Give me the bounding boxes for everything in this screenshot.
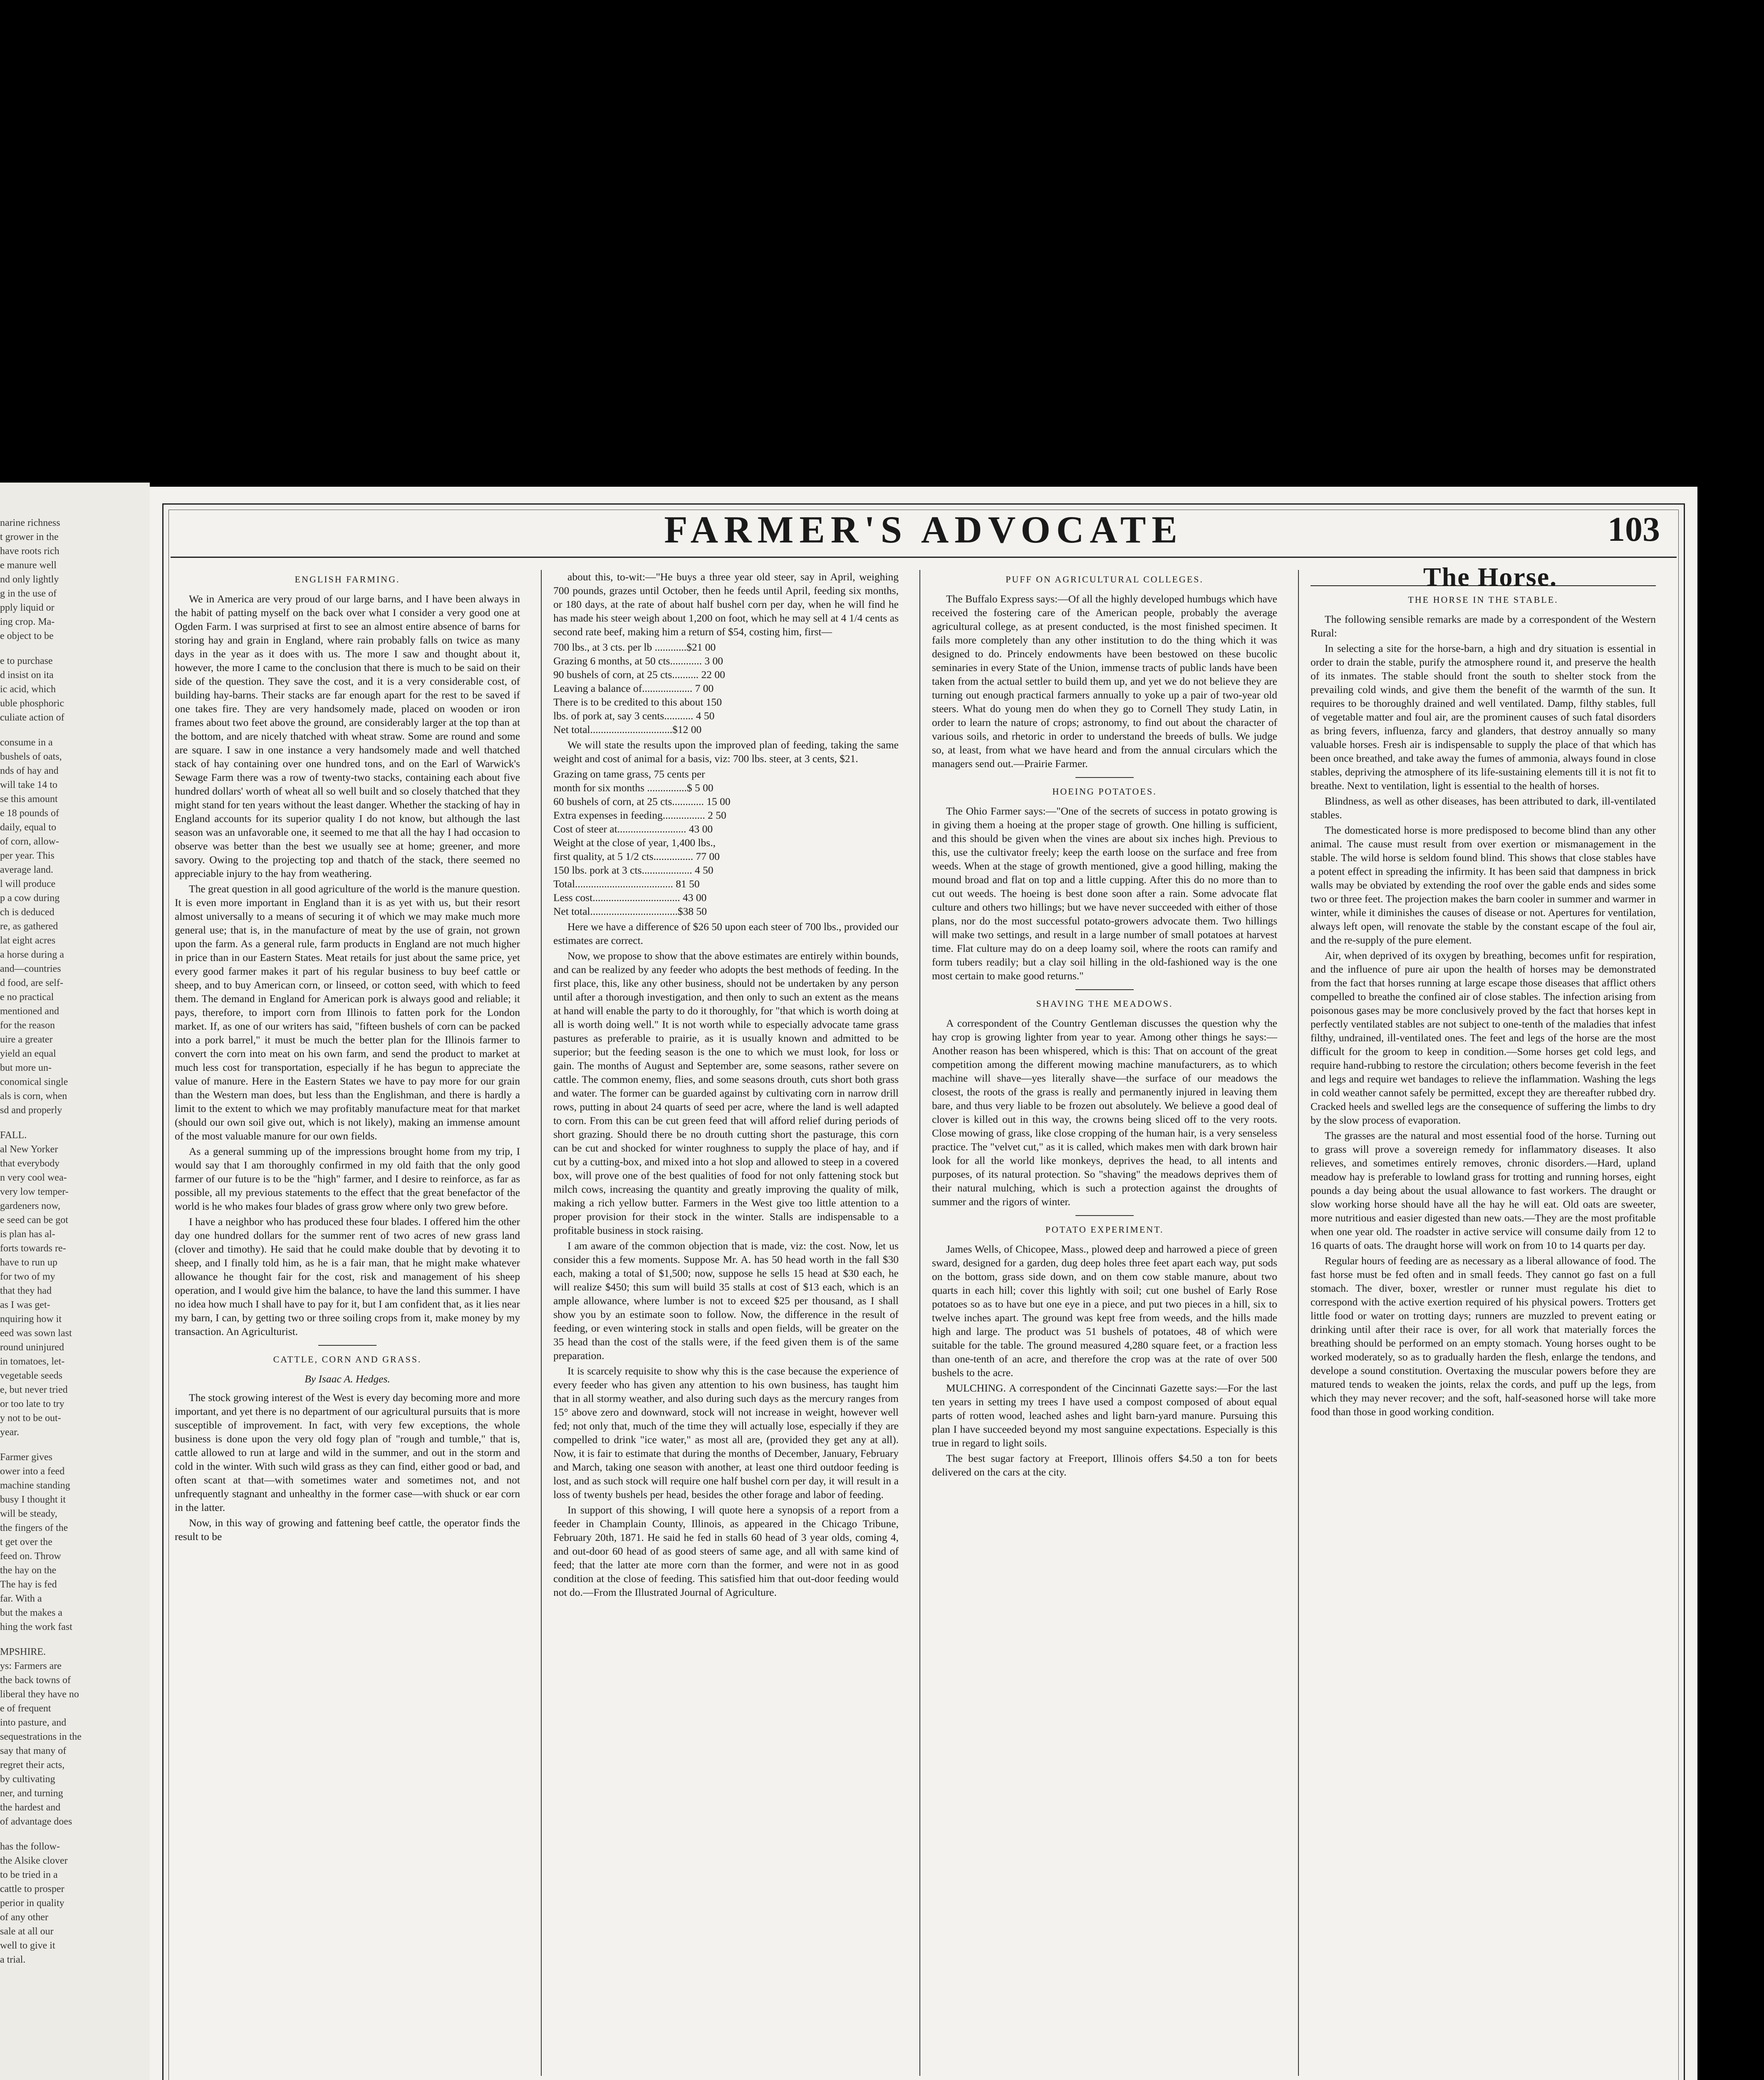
article-paragraph: Now, in this way of growing and fattening beef cattle, the operator finds the result to be	[175, 1517, 520, 1543]
table-line: There is to be credited to this about 150	[553, 696, 722, 708]
article-heading: HOEING POTATOES.	[1052, 786, 1157, 797]
table-line: month for six months ...............$ 5 00	[553, 782, 714, 794]
cost-table-1	[553, 640, 899, 736]
article-paragraph: A correspondent of the Country Gentleman discusses the question why the hay crop is growing lighter from year to year. Among other things he says:—Another reason has been whispered, which is this: That on account of the great competition among the different mowing machine manufacturers, as to which machine will shave—yes literally shave—the surface of our meadows the closest, the roots of the grass is really and permanently injured in leaving them bare, and thus very liable to be frozen out absolutely. We believe a good deal of clover is killed out in this way, the crowns being sliced off to the very roots. Close mowing of grass, like close cropping of the human hair, is a very senseless practice. The "velvet cut," as it is called, which makes men with dark brown hair look for all the world like monkeys, deprives the head, to all intents and purposes, of its natural protection. So "shaving" the meadows deprives them of their natural mulching, which is such a protection against the droughts of summer and the rigors of winter.	[932, 1017, 1277, 1208]
page-number: 103	[1608, 510, 1660, 549]
article-paragraph: As a general summing up of the impressions brought home from my trip, I would say that I am thoroughly confirmed in my old faith that the only good farmer of our future is to be the "high" farmer, and I desire to reinforce, as far as possible, all my previous statements to the effect that the great benefactor of the world is he who makes four blades of grass grow where only two grew before.	[175, 1145, 520, 1212]
article-paragraph: Regular hours of feeding are as necessary as a liberal allowance of food. The fast horse must be fed often and in small feeds. They cannot go fast on a full stomach. The diver, boxer, wrestler or runner must regulate his diet to correspond with the active exertion required of his physical powers. Trotters get little food or water on trotting days; runners are muzzled to prevent eating or drinking until after their race is over, for all work that materially forces the breathing should be performed on an empty stomach. Young horses ought to be worked moderately, so as to gradually harden the flesh, enlarge the tendons, and develope a sound constitution. Overtaxing the muscular powers before they are matured tends to weaken the joints, relax the cords, and puff up the legs, from which they may never recover; and the soft, half-seasoned horse will take more food than those in good working condition.	[1311, 1255, 1656, 1418]
article-paragraph: Air, when deprived of its oxygen by breathing, becomes unfit for respiration, and the influence of pure air upon the health of horses may be demonstrated from the fact that horses running at large escape those diseases that afflict others compelled to breathe the confined air of close stables. The infection arising from poisonous gases may be more conclusively proved by the fact that horses kept in perfectly ventilated stables are not subject to one-tenth of the maladies that infest filthy, undrained, ill-ventilated ones. The feet and legs of the horse are the most difficult for the groom to keep in condition.—Some horses get cold legs, and require hand-rubbing to restore the circulation; others become feverish in the feet and legs and require wet bandages to relieve the inflammation. Washing the legs in cold weather cannot safely be permitted, except they are thereafter rubbed dry. Cracked heels and swelled legs are the consequence of suffering the limbs to dry by the slow process of evaporation.	[1311, 949, 1656, 1126]
table-line: 90 bushels of corn, at 25 cts.......... 22 00	[553, 669, 725, 681]
article-paragraph: I have a neighbor who has produced these four blades. I offered him the other day one hundred dollars for the summer rent of two acres of new grass land (clover and timothy). He said that he could make double that by devoting it to sheep, and I finally told him, as he is a fair man, that he might make whatever allowance he thought fair for the cost, risk and management of his sheep operation, and I would give him the balance, to have the land this summer. I have no idea how much I shall have to pay for it, but I am confident that, as it lies near my barn, I can, by getting two or three soiling crops from it, make money by my transaction. An Agriculturist.	[175, 1216, 520, 1337]
table-line: first quality, at 5 1/2 cts............... 77 00	[553, 850, 720, 862]
previous-page-text: has the follow- the Alsike clover to be tried in a cattle to prosper perior in quality of any other sale at all our well to give it a trial.	[0, 1841, 68, 1965]
article-heading: ENGLISH FARMING.	[295, 574, 400, 584]
section-rule	[1075, 989, 1134, 990]
section-rule	[1075, 777, 1134, 778]
table-line: Weight at the close of year, 1,400 lbs.,	[553, 837, 716, 849]
column-4	[1311, 562, 1656, 1420]
previous-page-text: narine richness t grower in the have roots rich e manure well nd only lightly g in the use of pply liquid or ing crop. Ma- e object to be	[0, 518, 60, 641]
previous-page-text: consume in a bushels of oats, nds of hay and will take 14 to se this amount e 18 pounds of daily, equal to of corn, allow- per year. This average land. l will produce p a cow during ch is deduced re, as gathered lat eight acres a horse during a and—countries d food, are self- e no practical mentioned and for the reason uire a greater yield an equal but more un- conomical single als is corn, when sd and properly	[0, 737, 68, 1116]
article-paragraph: The following sensible remarks are made by a correspondent of the Western Rural:	[1311, 613, 1656, 639]
previous-page-text: e to purchase d insist on ita ic acid, which uble phosphoric culiate action of	[0, 656, 64, 723]
previous-page-column	[0, 516, 133, 1978]
masthead-rule	[171, 557, 1677, 558]
previous-page-text: Farmer gives ower into a feed machine standing busy I thought it will be steady, the fingers of the t get over the feed on. Throw the hay on the The hay is fed far. With a but the makes a hing the work fast	[0, 1452, 72, 1632]
table-line: 150 lbs. pork at 3 cts................... 4 50	[553, 864, 714, 876]
table-line: Leaving a balance of................... 7 00	[553, 682, 714, 694]
article-paragraph: The stock growing interest of the West is every day becoming more and more important, and yet there is no department of our agricultural pursuits that is more susceptible of improvement. In fact, with very few exceptions, the whole business is done upon the very old fogy plan of "rough and tumble," that is, cattle allowed to run at large and wild in the summer, and out in the storm and cold in the winter. With such wild grass as they can find, either good or bad, and often scant at that—with sometimes water and sometimes not, and not unfrequently stagnant and unhealthy in the former case—with shuck or ear corn in the latter.	[175, 1392, 520, 1513]
article-byline: By Isaac A. Hedges.	[305, 1373, 390, 1385]
article-heading: SHAVING THE MEADOWS.	[1036, 998, 1173, 1009]
article-paragraph: The domesticated horse is more predisposed to become blind than any other animal. The cause must result from over exertion or mismanagement in the stable. The wild horse is seldom found blind. This shows that close stables have a potent effect in spreading the infirmity. It has been said that dampness in brick walls may be obviated by extending the roof over the gable ends and sides some two or three feet. The projection makes the barn cooler in summer and warmer in winter, while it diminishes the causes of disease or not. Apertures for ventilation, always left open, will renovate the stable by the constant escape of the foul air, and the re-supply of the pure element.	[1311, 824, 1656, 946]
cost-table-2	[553, 767, 899, 918]
article-paragraph: The best sugar factory at Freeport, Illinois offers $4.50 a ton for beets delivered on the cars at the city.	[932, 1452, 1277, 1478]
article-paragraph: It is scarcely requisite to show why this is the case because the experience of every feeder who has given any attention to his own business, has taught him that in all stormy weather, and also during such days as the mercury ranges from 15° above zero and downward, stock will not increase in weight, however well fed; not only that, much of the time they will actually lose, especially if they are compelled to drink "ice water," as most all are, (provided they get any at all). Now, it is fair to estimate that during the months of December, January, February and March, taking one season with another, at least one third outdoor feeding is lost, and as such stock will require one half bushel corn per day, it will result in a loss of twenty bushels per head, besides the other forage and labor of feeding.	[553, 1365, 899, 1501]
table-line: Less cost................................. 43 00	[553, 891, 707, 904]
table-line: lbs. of pork at, say 3 cents........... 4 50	[553, 710, 715, 722]
article-paragraph: I am aware of the common objection that is made, viz: the cost. Now, let us consider this a few moments. Suppose Mr. A. has 50 head worth in the fall $30 each, making a total of $1,500; now, suppose he sells 15 head at $30 each, he will realize $450; this sum will build 35 stalls at cost of $13 each, which is an ample allowance, where lumber is not to exceed $25 per thousand, as I shall show you by an estimate soon to follow. Now, the difference in the result of feeding, or even wintering stock in stalls and open fields, will be greater on the 35 head than the cost of the stalls were, if the feed given them is of the same preparation.	[553, 1240, 899, 1362]
article-paragraph: The Buffalo Express says:—Of all the highly developed humbugs which have received the fostering care of the American people, probably the average agricultural college, as at present conducted, is the most finished specimen. It fails more completely than any other institution to do the thing which it was designed to do. Princely endowments have been bestowed on these bucolic seminaries in every State of the Union, immense tracts of public lands have been taken from the actual settler to build them up, and yet we do not believe they are turning out enough practical farmers annually to yoke up a pair of two-year old steers. What do young men do when they go to Cornell They study Latin, in order to learn the nature of crops; astronomy, to find out about the character of various soils, and rhetoric in order to understand the breeds of bulls. We judge so, at least, from what we have heard and from the annual circulars which the managers send out.—Prairie Farmer.	[932, 593, 1277, 770]
table-line: Cost of steer at.......................... 43 00	[553, 823, 713, 835]
article-heading: PUFF ON AGRICULTURAL COLLEGES.	[1006, 574, 1204, 584]
section-title: The Horse.	[1423, 562, 1558, 592]
section-rule	[1075, 1215, 1134, 1216]
newspaper-page	[150, 487, 1697, 2080]
article-paragraph: The great question in all good agriculture of the world is the manure question. It is even more important in England than it is as yet with us, but their resort almost universally to a means of securing it of which we may make much more general use; that is, in the manufacture of meat by the use of grain, not grown upon the farm. As a general rule, farm products in England are not much higher in price than in our Eastern States. Meat retails for just about the same price, yet every good farmer makes it part of his regular business to buy beef cattle or sheep, and to buy American corn, or linseed, or cotton seed, with which to feed them. The demand in England for American pork is always good and reliable; it pays, therefore, to import corn from Illinois to fatten pork for the London market. If, as one of our writers has said, "fifteen bushels of corn can be packed into a pork barrel," it must be much the better plan for the Illinois farmer to convert the corn into meat on his own farm, and send the product to market at much less cost for transportation, especially if he has begun to appreciate the value of manure. Here in the Eastern States we have to pay more for our grain than the Western man does, but less than the Englishman, and there is hardly a limit to the extent to which we may profitably manufacture meat for that market (should our own soil give out, which is not likely), making an immense amount of the most valuable manure for our own fields.	[175, 883, 520, 1142]
table-line: 700 lbs., at 3 cts. per lb ............$21 00	[553, 641, 716, 653]
article-paragraph: about this, to-wit:—"He buys a three year old steer, say in April, weighing 700 pounds, grazes until October, then he feeds until April, feeding six months, or 180 days, at the rate of about half bushel corn per day, when he will find he has made his steer weigh about 1,200 on foot, which he may sell at 4 1/4 cents as second rate beef, making him a return of $54, costing him, first—	[553, 571, 899, 638]
previous-page-fragment	[0, 483, 150, 2080]
article-paragraph: Here we have a difference of $26 50 upon each steer of 700 lbs., provided our estimates are correct.	[553, 921, 899, 946]
column-divider	[919, 570, 920, 2076]
article-paragraph: In support of this showing, I will quote here a synopsis of a report from a feeder in Champlain County, Illinois, as appeared in the Chicago Tribune, February 20th, 1871. He said he fed in stalls 60 head of 3 year olds, coming 4, and out-door 60 head of as good steers of same age, and all with same kind of feed; that the latter ate more corn than the former, and were not in as good condition at the close of feeding. This satisfied him that out-door feeding would not do.—From the Illustrated Journal of Agriculture.	[553, 1504, 899, 1598]
article-paragraph: We in America are very proud of our large barns, and I have been always in the habit of patting myself on the back over what I consider a very good one at Ogden Farm. I was surprised at first to see an almost entire absence of barns for storing hay and grain in England, where rain probably falls on twice as many days in the year as it does with us. The more I saw and thought about it, however, the more I came to the conclusion that there is much to be said on their side of the question. They save the cost, and it is a very considerable cost, of building hay-barns. Their stacks are far enough apart for the rest to be saved if one takes fire. They are very handsomely made, placed on wooden or iron frames about two feet above the ground, are considerably larger at the top than at the bottom, and are nicely thatched with wheat straw. Some are round and some are square. I saw in one instance a very handsomely made and well thatched stack of hay containing over one hundred tons, and on the Earl of Warwick's Sewage Farm there was a row of twenty-two stacks, containing each about five hundred dollars' worth of wheat all so well built and so closely thatched that they might stand for ten years without the least danger. Whether the stacking of hay in England accounts for its superior quality I do not know, but although the last season was an unfavorable one, it seemed to me that all the hay I had occasion to observe was better than the best we usually see at home; greener, and more savory. Owing to the projecting top and thatch of the stack, there seemed no appreciable injury to the hay from weathering.	[175, 593, 520, 879]
table-line: Grazing on tame grass, 75 cents per	[553, 768, 705, 780]
article-paragraph: We will state the results upon the improved plan of feeding, taking the same weight and cost of animal for a basis, viz: 700 lbs. steer, at 3 cents, $21.	[553, 739, 899, 765]
column-divider	[1298, 570, 1299, 2076]
article-paragraph: Blindness, as well as other diseases, has been attributed to dark, ill-ventilated stables.	[1311, 795, 1656, 821]
article-paragraph: Now, we propose to show that the above estimates are entirely within bounds, and can be realized by any feeder who adopts the best methods of feeding. In the first place, this, like any other business, should not be undertaken by any person until after a thorough investigation, and then only to such an extent as the means at hand will enable the party to do it thoroughly, for "that which is worth doing at all is worth doing well." It is not worth while to especially advocate tame grass pastures as preferable to prairie, as it is usually known and admitted to be superior; but the feeding season is the one to which we must look, for loss or gain. The months of August and September are, some seasons, rather severe on cattle. The common enemy, flies, and some seasons drouth, cuts short both grass and water. The former can be guarded against by cultivating corn in narrow drill rows, putting in about 24 quarts of seed per acre, where the land is well adapted to corn. From this can be cut green feed that will afford relief during periods of short grazing. Should there be no drouth cutting short the pasturage, this corn can be cut and shocked for winter roughness to supply the place of hay, and if cut by a cutting-box, and mixed into a hot slop and allowed to steep in a covered box, will prove one of the best qualities of food for not only fattening stock but milch cows, increasing the quantity and greatly improving the quality of milk, making a rich yellow butter. Farmers in the West give too little attention to a proper provision for their stock in the winter. Stalls are indispensable to a profitable business in stock raising.	[553, 950, 899, 1236]
masthead	[162, 503, 1685, 553]
article-paragraph: The grasses are the natural and most essential food of the horse. Turning out to grass will prove a sovereign remedy for inflammatory diseases. It also relieves, and sometimes entirely removes, chronic disorders.—Hard, upland meadow hay is preferable to lowland grass for trotting and running horses, eight pounds a day being about the usual allowance to fast workers. The draught or slow working horse should have all the hay he will eat. Old oats are sweeter, more nutritious and easier digested than new oats.—They are the most profitable when one year old. The roadster in active service will consume daily from 12 to 16 quarts of oats. The draught horse will work on from 10 to 14 quarts per day.	[1311, 1129, 1656, 1251]
table-line: Extra expenses in feeding................ 2 50	[553, 809, 726, 821]
masthead-title: FARMER'S ADVOCATE	[664, 508, 1183, 551]
table-line: Net total.................................$38 50	[553, 905, 707, 917]
table-line: Total..................................... 81 50	[553, 878, 700, 890]
column-3	[932, 570, 1277, 1481]
previous-page-text: FALL. al New Yorker that everybody n very cool wea- very low temper- gardeners now, e seed can be got is plan has al- forts towards re- have to run up for two of my that they had as I was get- nquiring how it eed was sown last round uninjured in tomatoes, let- vegetable seeds e, but never tried or too late to try y not to be out- year.	[0, 1130, 72, 1438]
article-heading: CATTLE, CORN AND GRASS.	[273, 1354, 422, 1364]
section-rule	[318, 1345, 377, 1346]
column-1	[175, 570, 520, 1545]
article-heading: THE HORSE IN THE STABLE.	[1408, 594, 1558, 605]
table-line: Grazing 6 months, at 50 cts............ 3 00	[553, 655, 723, 667]
table-line: 60 bushels of corn, at 25 cts............ 15 00	[553, 795, 731, 807]
article-paragraph: James Wells, of Chicopee, Mass., plowed deep and harrowed a piece of green sward, designed for a garden, dug deep holes three feet apart each way, put sods on the bottom, grass side down, and on them cow stable manure, about two quarts in each hill; cover this lightly with soil; cut one bushel of Early Rose potatoes so as to have but one eye in a piece, and put two pieces in a hill, six to twelve inches apart. The ground was kept free from weeds, and the hills made high and large. The product was 51 bushels of potatoes, 48 of which were suitable for the table. The ground measured 4,280 square feet, or a fraction less than one-tenth of an acre, and therefore the crop was at the rate of over 500 bushels to the acre.	[932, 1243, 1277, 1379]
article-paragraph: The Ohio Farmer says:—"One of the secrets of success in potato growing is in giving them a hoeing at the proper stage of growth. One hilling is sufficient, and this should be given when the vines are about six inches high. Previous to this, use the cultivator freely; keep the earth loose on the surface and free from weeds. When at the stage of growth mentioned, give a good hilling, making the mound broad and flat on top and a little cupping. After this do no more than to cut out weeds. The hoeing is best done soon after a rain. Some advocate flat culture and others two hillings; but we have never succeeded with either of those plans, nor do the most successful potato-growers advocate them. Two hillings will make two settings, and result in a large number of small potatoes at harvest time. Flat culture may do on a deep loamy soil, where the roots can ramify and form tubers readily; but a clay soil hilling in the old-fashioned way is the one most certain to make good returns."	[932, 805, 1277, 982]
column-divider	[541, 570, 542, 2076]
article-paragraph: In selecting a site for the horse-barn, a high and dry situation is essential in order to drain the stable, purify the atmosphere round it, and preserve the health of its inmates. The stable should front the south to shelter stock from the prevailing cold winds, and give them the benefit of the warmth of the sun. It requires to be thoroughly drained and well ventilated. Damp, filthy stables, full of vegetable matter and foul air, are the prominent causes of such fatal disorders as bring fevers, influenza, farcy and glanders, that destroy annually so many valuable horses. Fresh air is indispensable to supply the place of that which has been once breathed, and take away the fumes of ammonia, always found in close stables, depriving the atmosphere of its life-sustaining elements till it is not fit to breathe. Next to ventilation, light is essential to the health of horses.	[1311, 642, 1656, 792]
column-2	[553, 570, 899, 1601]
article-heading: POTATO EXPERIMENT.	[1045, 1224, 1164, 1235]
table-line: Net total...............................$12 00	[553, 723, 702, 735]
article-paragraph: MULCHING. A correspondent of the Cincinnati Gazette says:—For the last ten years in setting my trees I have used a compost composed of about equal parts of rotten wood, leached ashes and light barn-yard manure. Pursuing this plan I have succeeded beyond my most sanguine expectations. Especially is this true in regard to light soils.	[932, 1382, 1277, 1449]
previous-page-text: MPSHIRE. ys: Farmers are the back towns of liberal they have no e of frequent into pasture, and sequestrations in the say that many of regret their acts, by cultivating ner, and turning the hardest and of advantage does	[0, 1647, 82, 1827]
